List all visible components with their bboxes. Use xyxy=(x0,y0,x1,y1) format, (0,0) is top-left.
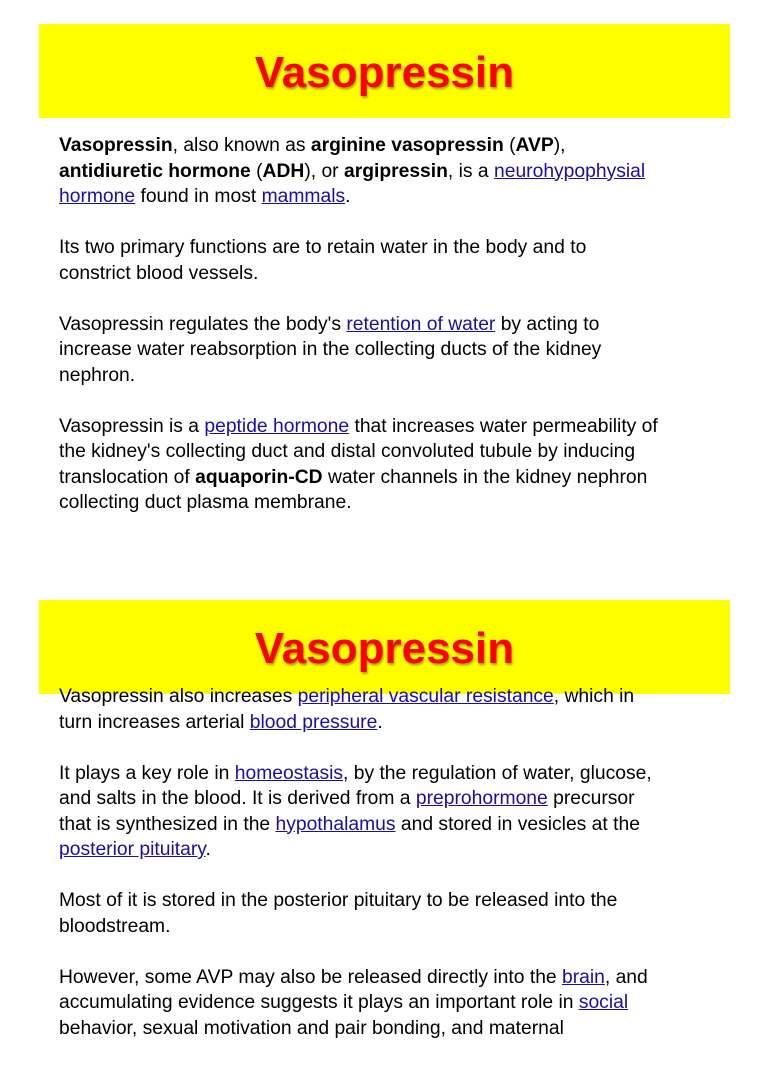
text: Vasopressin regulates the body's xyxy=(59,313,347,335)
link-preprohormone[interactable]: preprohormone xyxy=(415,788,548,809)
bold-term: argipressin xyxy=(343,160,448,182)
text: Most of it is stored in the posterior pituitary to be released into the xyxy=(59,890,618,911)
text: by acting to xyxy=(495,313,600,335)
text: behavior, sexual motivation and pair bonding, and maternal xyxy=(59,1017,564,1039)
link-hypothalamus[interactable]: hypothalamus xyxy=(275,813,396,835)
bold-term: Vasopressin xyxy=(59,135,173,156)
paragraph xyxy=(59,888,729,939)
slide-1-title: Vasopressin xyxy=(254,48,515,97)
text: ), xyxy=(553,135,566,156)
link-neurohypophysial-hormone-cont[interactable]: hormone xyxy=(59,186,136,207)
text: Vasopressin also increases xyxy=(59,686,298,707)
paragraph xyxy=(59,965,729,1042)
text: that is synthesized in the xyxy=(59,813,276,835)
text: and stored in vesicles at the xyxy=(395,813,640,835)
paragraph xyxy=(59,684,729,735)
text: ( xyxy=(250,160,263,182)
text: constrict blood vessels. xyxy=(59,262,259,284)
text: water channels in the kidney nephron xyxy=(322,466,648,488)
bold-term: arginine vasopressin xyxy=(310,135,504,156)
link-mammals[interactable]: mammals xyxy=(261,186,346,207)
paragraph xyxy=(59,414,729,516)
text: , by the regulation of water, glucose, xyxy=(343,762,652,784)
text: , is a xyxy=(447,160,494,182)
text: . xyxy=(377,711,383,733)
text: , and xyxy=(604,966,648,988)
paragraph xyxy=(59,761,729,863)
bold-term: antidiuretic hormone xyxy=(59,160,251,182)
text: that increases water permeability of xyxy=(349,415,658,437)
text: found in most xyxy=(135,186,262,207)
text: collecting duct plasma membrane. xyxy=(59,492,352,513)
text: . xyxy=(345,186,351,207)
link-retention-of-water[interactable]: retention of water xyxy=(346,313,496,335)
text: . xyxy=(205,839,211,860)
link-social[interactable]: social xyxy=(578,992,629,1013)
text: precursor xyxy=(547,788,635,809)
text: nephron. xyxy=(59,364,136,386)
text: translocation of xyxy=(59,466,196,488)
text: It plays a key role in xyxy=(59,762,235,784)
slide-2-body xyxy=(59,684,729,1067)
text: accumulating evidence suggests it plays an important role in xyxy=(59,992,579,1013)
text: , which in xyxy=(553,686,635,707)
text: turn increases arterial xyxy=(59,711,250,733)
text: and salts in the blood. It is derived from a xyxy=(59,788,416,809)
text: Vasopressin is a xyxy=(59,415,205,437)
link-homeostasis[interactable]: homeostasis xyxy=(234,762,344,784)
bold-term: AVP xyxy=(515,135,554,156)
bold-term: ADH xyxy=(262,160,305,182)
text: Its two primary functions are to retain water in the body and to xyxy=(59,237,587,258)
link-peripheral-vascular-resistance[interactable]: peripheral vascular resistance xyxy=(297,686,554,707)
text: However, some AVP may also be released directly into the xyxy=(59,966,562,988)
bold-term: aquaporin-CD xyxy=(195,466,323,488)
text: ( xyxy=(503,135,516,156)
text: ), or xyxy=(304,160,344,182)
text: increase water reabsorption in the collecting ducts of the kidney xyxy=(59,339,602,360)
paragraph xyxy=(59,235,729,286)
paragraph xyxy=(59,312,729,389)
text: the kidney's collecting duct and distal convoluted tubule by inducing xyxy=(59,441,636,462)
link-posterior-pituitary[interactable]: posterior pituitary xyxy=(59,839,206,860)
slide-1-body xyxy=(59,133,729,541)
slide-2-title: Vasopressin xyxy=(254,624,515,673)
link-blood-pressure[interactable]: blood pressure xyxy=(249,711,378,733)
slide-2-title-banner xyxy=(39,600,730,694)
link-neurohypophysial-hormone[interactable]: neurohypophysial xyxy=(494,160,646,182)
link-peptide-hormone[interactable]: peptide hormone xyxy=(204,415,350,437)
text: bloodstream. xyxy=(59,915,171,937)
paragraph xyxy=(59,133,729,210)
slide-1-title-banner xyxy=(39,24,730,118)
link-brain[interactable]: brain xyxy=(562,966,605,988)
text: , also known as xyxy=(172,135,311,156)
